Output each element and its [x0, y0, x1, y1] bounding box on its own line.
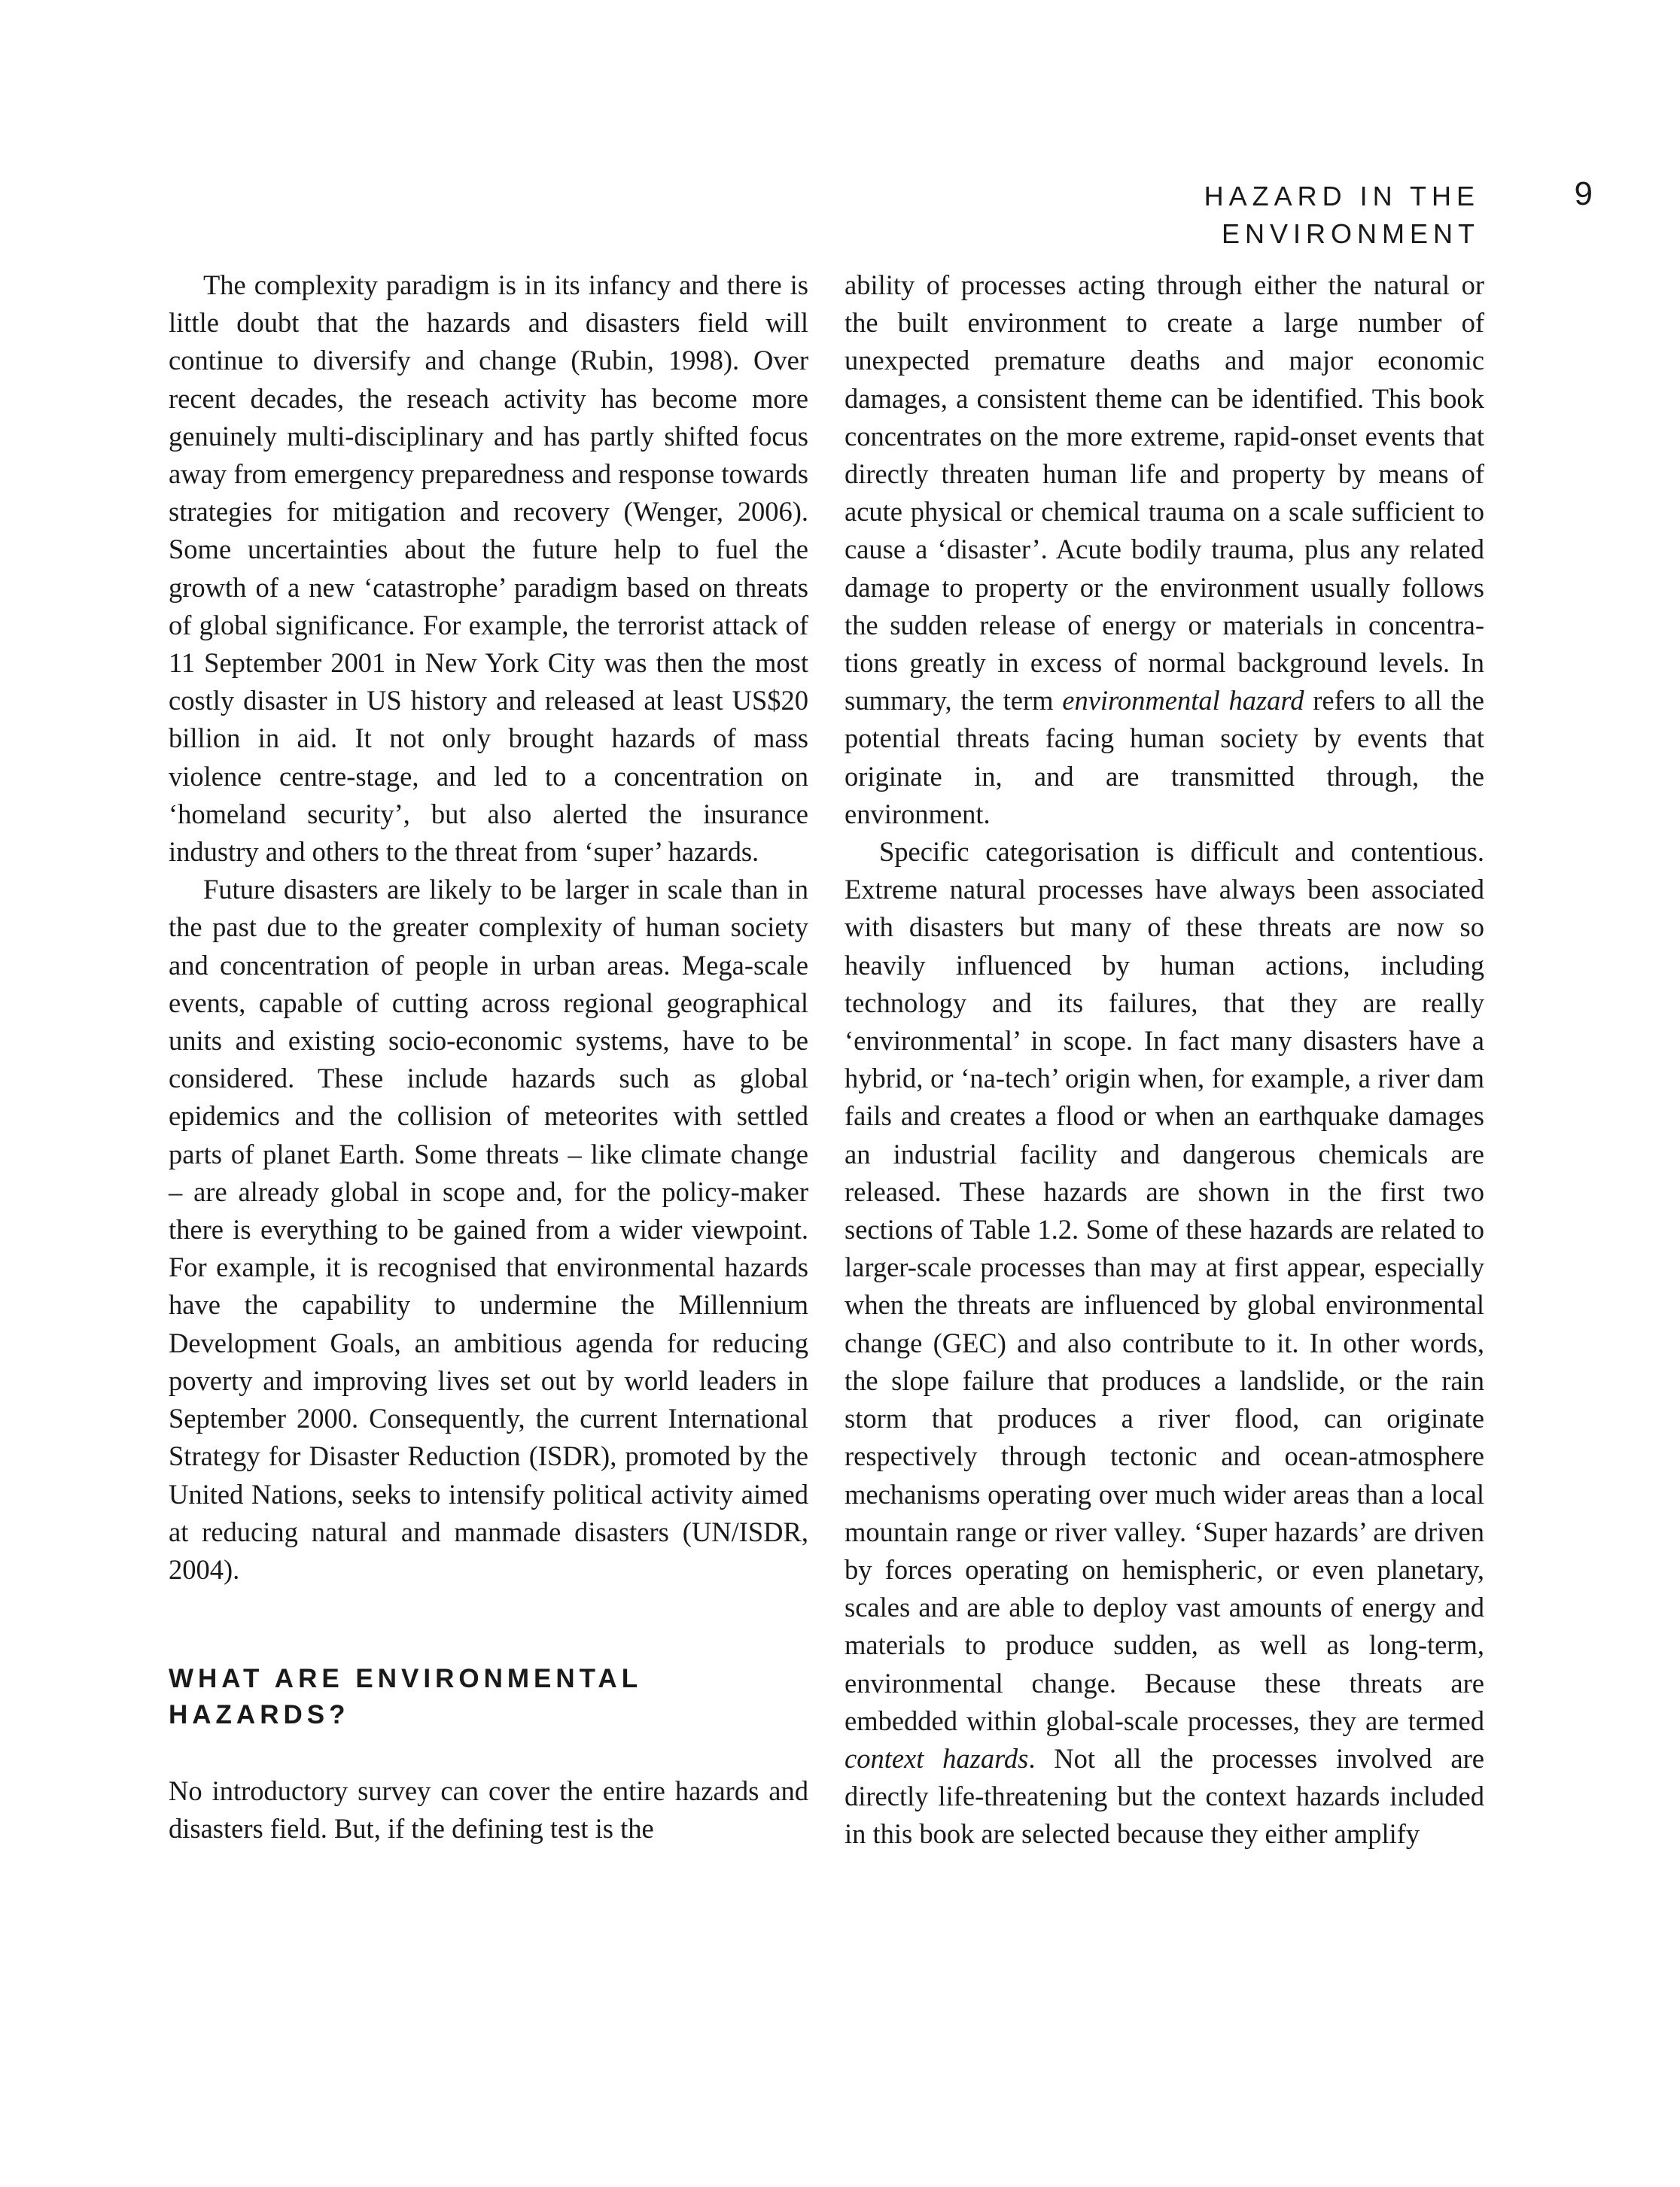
body-paragraph: Future disasters are likely to be larger in scale than in the past due to the greater complexity of human society and concentration of people in urban areas. Mega-scale events, capable of cutting across regional geographical units and existing socio-economic systems, have to be considered. These include hazards such as global epidemics and the collision of meteorites with settled parts of planet Earth. Some threats – like climate change – are already global in scope and, for the policy-maker there is everything to be gained from a wider viewpoint. For example, it is recognised that environmental hazards have the capability to undermine the Millennium Development Goals, an ambitious agenda for reducing poverty and improving lives set out by world leaders in September 2000. Consequently, the current International Strategy for Disaster Reduction (ISDR), promoted by the United Nations, seeks to intensify political activity aimed at reducing natural and manmade disasters (UN/ISDR, 2004). [169, 874, 808, 1585]
running-head: HAZARD IN THE ENVIRONMENT [1204, 181, 1480, 249]
body-paragraph: The complexity paradigm is in its infancy and there is little doubt that the hazards and disasters field will continue to diversify and change (Rubin, 1998). Over recent decades, the reseach activity has become more genuinely multi-disciplinary and has partly shifted focus away from emergency preparedness and response towards strategies for mitigation and recovery (Wenger, 2006). Some uncertainties about the future help to fuel the growth of a new ‘catastrophe’ paradigm based on threats of global significance. For example, the terrorist attack of 11 September 2001 in New York City was then the most costly disaster in US history and released at least US$20 billion in aid. It not only brought hazards of mass violence centre-stage, and led to a concentration on ‘homeland security’, but also alerted the insurance industry and others to the threat from ‘super’ hazards. [169, 269, 808, 868]
italic-term: environmental hazard [1062, 685, 1304, 716]
paragraph-text: refers to all the potential threats facing human society by events that originate in, and are transmitted through, the environment. [845, 685, 1484, 829]
paragraph-text: . Not all the processes involved are directly life-threatening but the context hazards included in this book are selected because they either amplify [845, 1742, 1484, 1850]
right-column [845, 266, 1484, 1854]
body-paragraph [845, 266, 1484, 833]
page-number: 9 [1574, 175, 1593, 212]
paragraph-text: ability of processes acting through either the natural or the built environment to create a large number of unexpected premature deaths and major economic damages, a consistent theme can be identified. This book concentrates on the more extreme, rapid-onset events that directly threaten human life and property by means of acute physical or chemical trauma on a scale sufficient to cause a ‘disaster’. Acute bodily trauma, plus any related damage to property or the environment usually follows the sudden release of energy or materials in concentrations greatly in excess of normal background levels. In summary, the term [845, 269, 1484, 716]
paragraph-text: Specific categorisation is difficult and contentious. Extreme natural processes have always been associated with disasters but many of these threats are now so heavily influenced by human actions, including technology and its failures, that they are really ‘environmental’ in scope. In fact many disasters have a hybrid, or ‘na-tech’ origin when, for example, a river dam fails and creates a flood or when an earthquake damages an industrial facility and dangerous chemicals are released. These hazards are shown in the first two sections of Table 1.2. Some of these hazards are related to larger-scale processes than may at first appear, especially when the threats are influenced by global environmental change (GEC) and also contribute to it. In other words, the slope failure that produces a landslide, or the rain storm that produces a river flood, can originate respectively through tectonic and ocean-atmosphere mechanisms operating over much wider areas than a local mountain range or river valley. ‘Super hazards’ are driven by forces operating on hemispheric, or even planetary, scales and are able to deploy vast amounts of energy and materials to produce sudden, as well as long-term, environmental change. Because these threats are embedded within global-scale processes, they are termed [845, 836, 1484, 1736]
body-paragraph [845, 833, 1484, 1853]
body-paragraph: No introductory survey can cover the entire hazards and disasters field. But, if the defining test is the [169, 1775, 808, 1845]
section-heading: WHAT ARE ENVIRONMENTAL HAZARDS? [169, 1664, 642, 1730]
italic-term: context hazards [845, 1742, 1029, 1774]
left-column [169, 266, 808, 1848]
